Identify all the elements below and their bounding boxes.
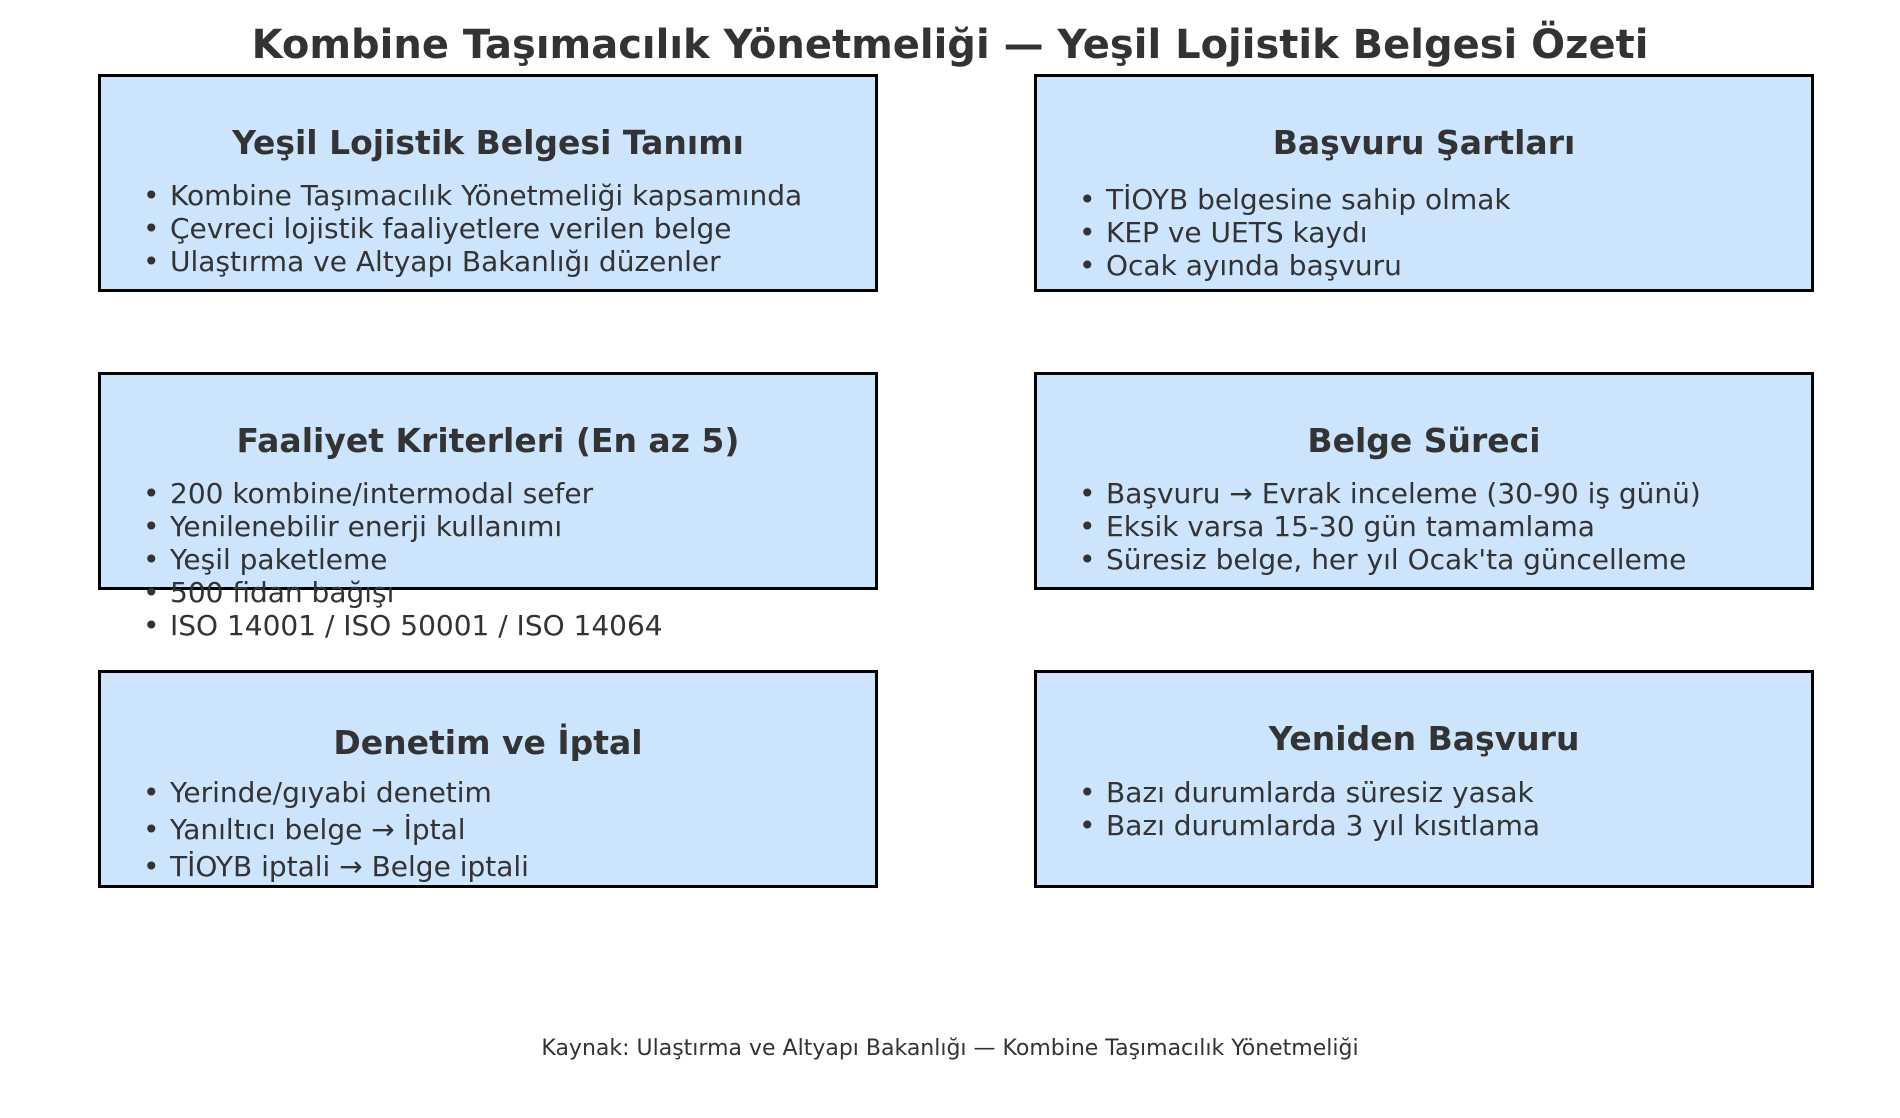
list-item: • Yerinde/gıyabi denetim <box>143 776 492 809</box>
definition-list <box>143 179 802 278</box>
list-item: • Yanıltıcı belge → İptal <box>143 813 466 846</box>
box-heading: Başvuru Şartları <box>1272 123 1576 162</box>
list-item: • TİOYB iptali → Belge iptali <box>143 850 529 883</box>
source-note: Kaynak: Ulaştırma ve Altyapı Bakanlığı — Kombine Taşımacılık Yönetmeliği <box>541 1036 1359 1061</box>
list-item: • Bazı durumlarda 3 yıl kısıtlama <box>1079 809 1541 842</box>
list-item: • Kombine Taşımacılık Yönetmeliği kapsamında <box>143 179 803 212</box>
list-item: • Bazı durumlarda süresiz yasak <box>1079 776 1534 809</box>
page-title: Kombine Taşımacılık Yönetmeliği — Yeşil Lojistik Belgesi Özeti <box>251 22 1649 68</box>
box-heading: Yeniden Başvuru <box>1268 719 1580 758</box>
box-heading: Belge Süreci <box>1307 421 1541 460</box>
list-item: • TİOYB belgesine sahip olmak <box>1079 183 1511 216</box>
list-item: • 200 kombine/intermodal sefer <box>143 477 594 510</box>
list-item: • Çevreci lojistik faaliyetlere verilen belge <box>143 212 732 245</box>
list-item: • ISO 14001 / ISO 50001 / ISO 14064 <box>143 609 663 642</box>
list-item: • Ocak ayında başvuru <box>1079 249 1402 282</box>
list-item: • 500 fidan bağışı <box>143 576 395 609</box>
list-item: • Süresiz belge, her yıl Ocak'ta güncelleme <box>1079 543 1687 576</box>
requirements-list <box>1079 183 1511 282</box>
list-item: • Yeşil paketleme <box>143 543 388 576</box>
list-item: • Yenilenebilir enerji kullanımı <box>143 510 563 543</box>
process-list <box>1079 477 1701 576</box>
audit-list <box>143 774 529 885</box>
box-heading: Denetim ve İptal <box>333 723 643 762</box>
list-item: • KEP ve UETS kaydı <box>1079 216 1368 249</box>
box-heading: Yeşil Lojistik Belgesi Tanımı <box>232 123 744 162</box>
list-item: • Ulaştırma ve Altyapı Bakanlığı düzenler <box>143 245 721 278</box>
box-heading: Faaliyet Kriterleri (En az 5) <box>236 421 740 460</box>
criteria-list <box>143 477 663 642</box>
list-item: • Başvuru → Evrak inceleme (30-90 iş günü) <box>1079 477 1701 510</box>
list-item: • Eksik varsa 15-30 gün tamamlama <box>1079 510 1595 543</box>
reapply-list <box>1079 776 1540 842</box>
